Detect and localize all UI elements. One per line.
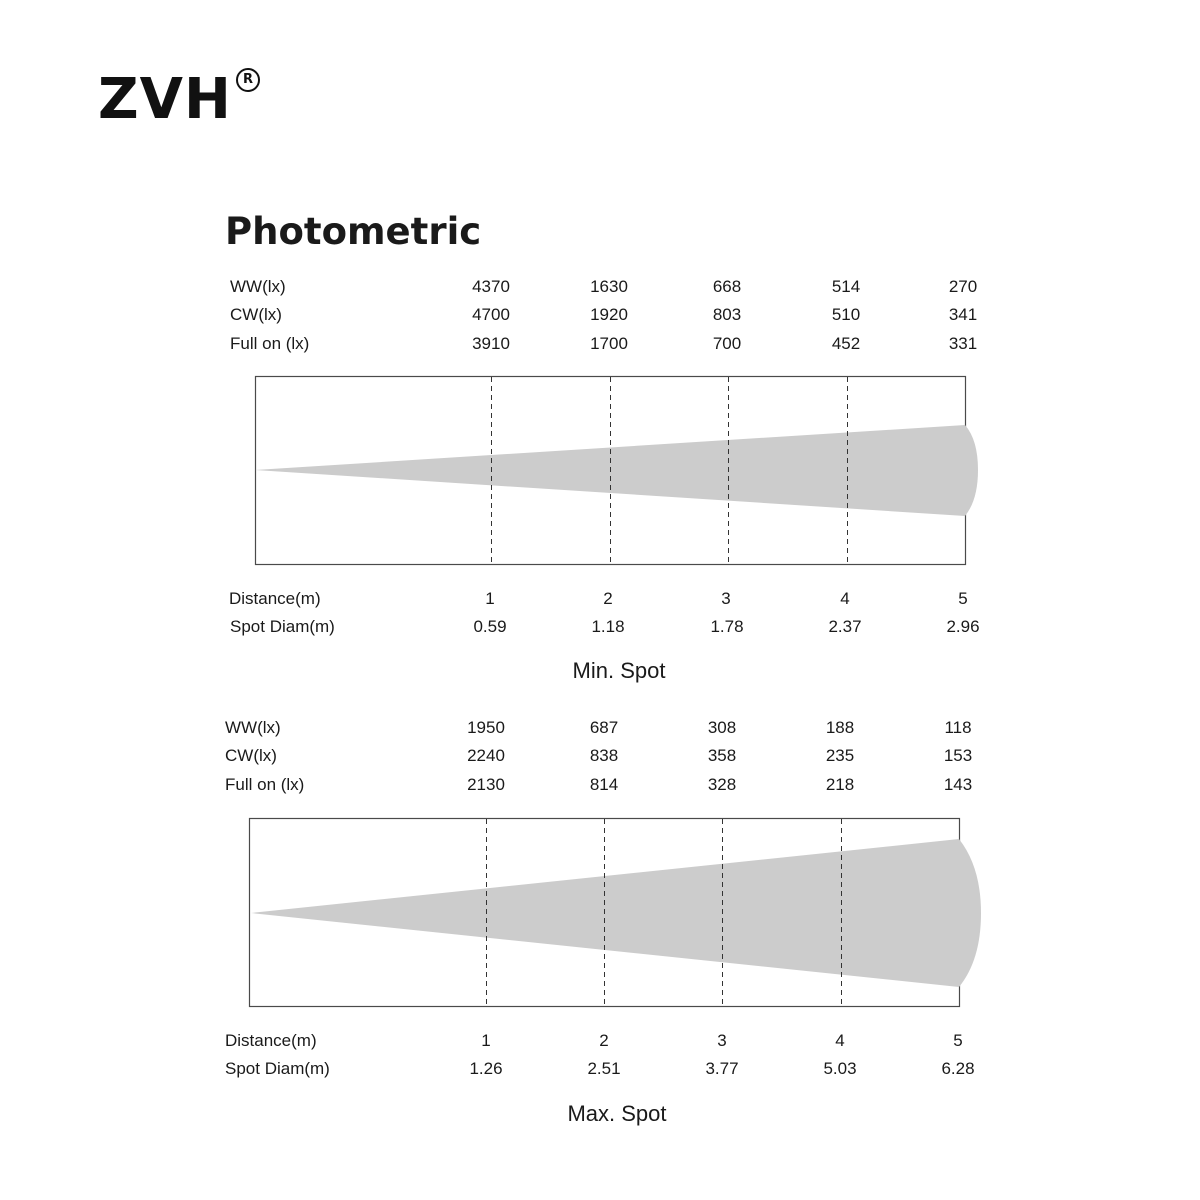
value-cell: 358: [707, 746, 737, 765]
distance-row: [0, 1029, 1200, 1053]
spot-diameter-row: [0, 615, 1200, 639]
value-cell: 270: [948, 277, 978, 296]
cw-row: [0, 303, 1200, 327]
value-cell: 235: [825, 746, 855, 765]
cw-row: [0, 744, 1200, 768]
value-cell: 3: [721, 589, 731, 608]
row-label: WW(lx): [230, 277, 286, 296]
distance-row: [0, 587, 1200, 611]
row-label: Distance(m): [229, 589, 321, 608]
brand-logo: ZVH: [98, 67, 232, 132]
row-label: WW(lx): [225, 718, 281, 737]
value-cell: 514: [831, 277, 861, 296]
value-cell: 118: [944, 718, 972, 737]
value-cell: 3910: [472, 334, 510, 353]
value-cell: 814: [589, 775, 619, 794]
value-cell: 1950: [467, 718, 505, 737]
value-cell: 2.96: [946, 617, 980, 636]
value-cell: 3.77: [705, 1059, 739, 1078]
value-cell: 1.26: [469, 1059, 503, 1078]
beam-cone: [255, 425, 978, 516]
row-label: Spot Diam(m): [230, 617, 335, 636]
value-cell: 4700: [472, 305, 510, 324]
value-cell: 5: [958, 589, 968, 608]
value-cell: 668: [712, 277, 742, 296]
registered-mark-icon: R: [236, 68, 260, 92]
value-cell: 341: [948, 305, 978, 324]
value-cell: 4: [840, 589, 850, 608]
value-cell: 2: [603, 589, 613, 608]
beam-cone: [251, 839, 981, 987]
value-cell: 1700: [590, 334, 628, 353]
value-cell: 452: [831, 334, 861, 353]
value-cell: 700: [712, 334, 742, 353]
value-cell: 510: [831, 305, 861, 324]
value-cell: 838: [589, 746, 619, 765]
value-cell: 6.28: [941, 1059, 975, 1078]
value-cell: 308: [707, 718, 737, 737]
row-label: Spot Diam(m): [225, 1059, 330, 1078]
section-caption: Max. Spot: [567, 1101, 667, 1126]
value-cell: 328: [707, 775, 737, 794]
value-cell: 153: [943, 746, 973, 765]
value-cell: 687: [589, 718, 619, 737]
value-cell: 331: [948, 334, 978, 353]
max-spot-beam-diagram: [245, 812, 990, 1012]
page-title: Photometric: [225, 210, 482, 253]
min-spot-beam-diagram: [250, 370, 990, 570]
value-cell: 0.59: [473, 617, 507, 636]
value-cell: 1.18: [591, 617, 625, 636]
value-cell: 1630: [590, 277, 628, 296]
full-on-row: [0, 332, 1200, 356]
value-cell: 5.03: [823, 1059, 857, 1078]
value-cell: 2: [599, 1031, 609, 1050]
row-label: CW(lx): [230, 305, 282, 324]
value-cell: 1.78: [710, 617, 744, 636]
value-cell: 1920: [590, 305, 628, 324]
value-cell: 143: [943, 775, 973, 794]
row-label: Full on (lx): [225, 775, 305, 794]
value-cell: 2130: [467, 775, 505, 794]
ww-row: [0, 716, 1200, 740]
ww-row: [0, 275, 1200, 299]
row-label: Full on (lx): [230, 334, 310, 353]
value-cell: 1: [485, 589, 495, 608]
value-cell: 2240: [467, 746, 505, 765]
value-cell: 218: [825, 775, 855, 794]
row-label: Distance(m): [225, 1031, 317, 1050]
value-cell: 803: [712, 305, 742, 324]
spot-diameter-row: [0, 1057, 1200, 1081]
value-cell: 4370: [472, 277, 510, 296]
value-cell: 3: [717, 1031, 727, 1050]
row-label: CW(lx): [225, 746, 277, 765]
value-cell: 188: [825, 718, 855, 737]
section-caption: Min. Spot: [572, 658, 666, 683]
full-on-row: [0, 773, 1200, 797]
value-cell: 1: [481, 1031, 491, 1050]
value-cell: 4: [835, 1031, 845, 1050]
value-cell: 2.51: [587, 1059, 621, 1078]
value-cell: 5: [953, 1031, 963, 1050]
value-cell: 2.37: [828, 617, 862, 636]
